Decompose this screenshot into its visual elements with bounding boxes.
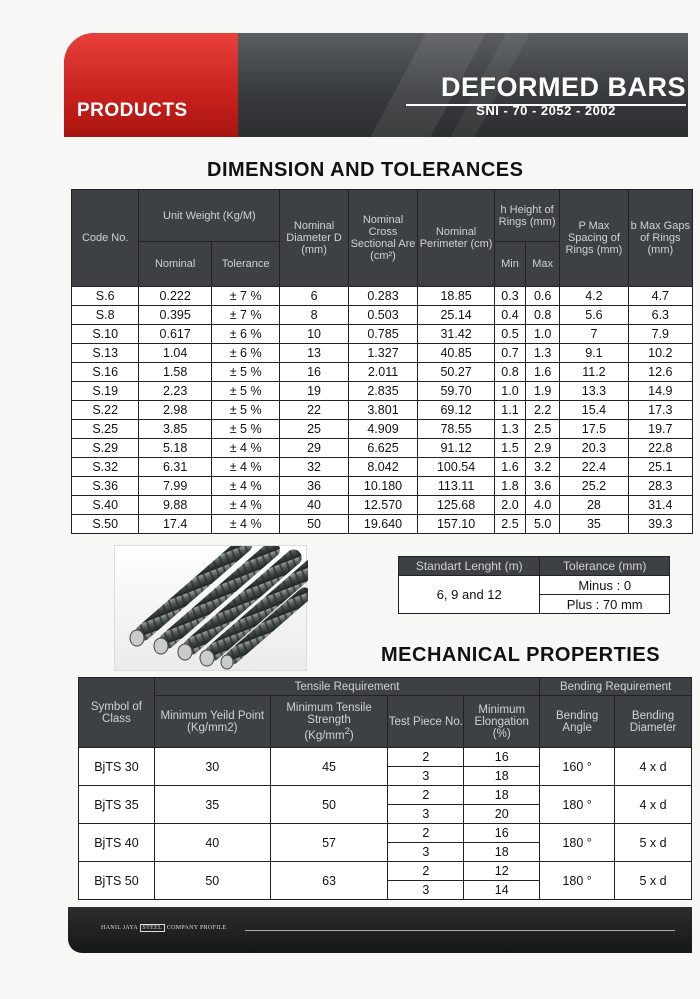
cell-ring-gaps: 19.7	[628, 420, 692, 439]
cell-weight-tolerance: ± 4 %	[211, 439, 279, 458]
header-symbol-class: Symbol of Class	[79, 678, 155, 748]
cell-bending-diameter: 5 x d	[615, 862, 692, 900]
cell-ring-height-min: 0.8	[494, 363, 525, 382]
deformed-bars-illustration	[115, 546, 308, 672]
table-row	[72, 287, 693, 306]
cell-ring-spacing: 13.3	[560, 382, 628, 401]
cell-cross-section: 19.640	[348, 515, 417, 534]
cell-test-piece: 2	[388, 748, 464, 767]
cell-diameter: 25	[280, 420, 348, 439]
cell-nominal-weight: 9.88	[139, 496, 212, 515]
cell-ring-height-min: 1.0	[494, 382, 525, 401]
cell-bending-angle: 160 °	[540, 748, 615, 786]
cell-weight-tolerance: ± 6 %	[211, 344, 279, 363]
cell-tensile-strength: 50	[270, 786, 388, 824]
cell-ring-spacing: 5.6	[560, 306, 628, 325]
cell-elongation: 12	[464, 862, 540, 881]
cell-ring-height-min: 0.7	[494, 344, 525, 363]
mechanical-table-body	[79, 748, 692, 900]
cell-nominal-weight: 2.23	[139, 382, 212, 401]
cell-nominal-weight: 0.395	[139, 306, 212, 325]
cell-diameter: 36	[280, 477, 348, 496]
cell-elongation: 18	[464, 767, 540, 786]
cell-elongation: 20	[464, 805, 540, 824]
cell-ring-height-max: 2.2	[526, 401, 560, 420]
cell-nominal-weight: 0.222	[139, 287, 212, 306]
cell-ring-spacing: 4.2	[560, 287, 628, 306]
cell-ring-height-max: 1.0	[526, 325, 560, 344]
cell-perimeter: 31.42	[418, 325, 495, 344]
tensile-strength-unit-sup: 2	[344, 725, 350, 737]
cell-cross-section: 2.011	[348, 363, 417, 382]
cell-perimeter: 50.27	[418, 363, 495, 382]
cell-bending-diameter: 5 x d	[615, 824, 692, 862]
table-row	[72, 458, 693, 477]
cell-elongation: 18	[464, 786, 540, 805]
cell-code: S.50	[72, 515, 139, 534]
cell-nominal-weight: 0.617	[139, 325, 212, 344]
cell-code: S.32	[72, 458, 139, 477]
cell-diameter: 22	[280, 401, 348, 420]
dimension-table	[71, 189, 693, 534]
table-row	[72, 306, 693, 325]
cell-ring-gaps: 31.4	[628, 496, 692, 515]
cell-ring-gaps: 12.6	[628, 363, 692, 382]
dimension-table-body	[72, 287, 693, 534]
header-tensile-requirement: Tensile Requirement	[154, 678, 539, 696]
cell-code: S.36	[72, 477, 139, 496]
cell-diameter: 19	[280, 382, 348, 401]
cell-elongation: 16	[464, 748, 540, 767]
cell-perimeter: 113.11	[418, 477, 495, 496]
cell-nominal-weight: 3.85	[139, 420, 212, 439]
footer-divider	[245, 930, 675, 931]
cell-weight-tolerance: ± 4 %	[211, 477, 279, 496]
tensile-strength-unit-close: )	[349, 729, 354, 742]
cell-perimeter: 25.14	[418, 306, 495, 325]
mechanical-heading: MECHANICAL PROPERTIES	[381, 644, 661, 666]
cell-code: S.10	[72, 325, 139, 344]
table-row	[79, 824, 692, 843]
cell-ring-height-min: 1.1	[494, 401, 525, 420]
cell-weight-tolerance: ± 7 %	[211, 287, 279, 306]
cell-nominal-weight: 2.98	[139, 401, 212, 420]
tolerance-minus: Minus : 0	[540, 576, 670, 595]
cell-perimeter: 125.68	[418, 496, 495, 515]
cell-diameter: 50	[280, 515, 348, 534]
cell-test-piece: 3	[388, 767, 464, 786]
cell-test-piece: 2	[388, 786, 464, 805]
cell-weight-tolerance: ± 4 %	[211, 458, 279, 477]
header-bending-requirement: Bending Requirement	[540, 678, 692, 696]
cell-ring-gaps: 14.9	[628, 382, 692, 401]
table-row	[72, 363, 693, 382]
cell-weight-tolerance: ± 5 %	[211, 363, 279, 382]
cell-ring-height-max: 1.3	[526, 344, 560, 363]
cell-code: S.40	[72, 496, 139, 515]
header-ring-spacing: P Max Spacing of Rings (mm)	[560, 190, 628, 287]
cell-weight-tolerance: ± 5 %	[211, 420, 279, 439]
footer-company-suffix: COMPANY PROFILE	[166, 925, 227, 931]
cell-ring-height-min: 1.8	[494, 477, 525, 496]
header-max: Max	[526, 242, 560, 287]
table-row	[72, 477, 693, 496]
cell-ring-height-min: 0.5	[494, 325, 525, 344]
cell-ring-spacing: 9.1	[560, 344, 628, 363]
cell-ring-height-max: 1.9	[526, 382, 560, 401]
header-bending-angle: Bending Angle	[540, 696, 615, 748]
cell-ring-gaps: 28.3	[628, 477, 692, 496]
table-row	[72, 496, 693, 515]
cell-test-piece: 3	[388, 805, 464, 824]
cell-test-piece: 2	[388, 862, 464, 881]
cell-ring-gaps: 39.3	[628, 515, 692, 534]
cell-perimeter: 100.54	[418, 458, 495, 477]
cell-yield-point: 35	[154, 786, 270, 824]
cell-ring-spacing: 35	[560, 515, 628, 534]
cell-code: S.16	[72, 363, 139, 382]
header-tensile-strength	[270, 696, 388, 748]
header-cross-section: Nominal Cross Sectional Are (cm²)	[348, 190, 417, 287]
header-bending-diameter: Bending Diameter	[615, 696, 692, 748]
cell-elongation: 14	[464, 881, 540, 900]
cell-perimeter: 18.85	[418, 287, 495, 306]
header-ring-gaps: b Max Gaps of Rings (mm)	[628, 190, 692, 287]
header-perimeter: Nominal Perimeter (cm)	[418, 190, 495, 287]
cell-ring-gaps: 4.7	[628, 287, 692, 306]
cell-perimeter: 69.12	[418, 401, 495, 420]
cell-cross-section: 1.327	[348, 344, 417, 363]
cell-cross-section: 8.042	[348, 458, 417, 477]
cell-ring-height-min: 1.5	[494, 439, 525, 458]
header-min: Min	[494, 242, 525, 287]
cell-diameter: 32	[280, 458, 348, 477]
cell-bending-diameter: 4 x d	[615, 786, 692, 824]
table-row	[79, 862, 692, 881]
table-row	[72, 401, 693, 420]
cell-ring-spacing: 25.2	[560, 477, 628, 496]
cell-ring-gaps: 25.1	[628, 458, 692, 477]
header-test-piece: Test Piece No.	[388, 696, 464, 748]
cell-bending-diameter: 4 x d	[615, 748, 692, 786]
table-row	[72, 325, 693, 344]
cell-test-piece: 2	[388, 824, 464, 843]
cell-ring-spacing: 15.4	[560, 401, 628, 420]
cell-symbol-class: BjTS 50	[79, 862, 155, 900]
cell-ring-height-max: 1.6	[526, 363, 560, 382]
page-title: DEFORMED BARS	[440, 72, 686, 102]
steel-bars-photo	[114, 545, 307, 671]
cell-nominal-weight: 7.99	[139, 477, 212, 496]
cell-cross-section: 10.180	[348, 477, 417, 496]
cell-ring-height-min: 2.0	[494, 496, 525, 515]
header-code: Code No.	[72, 190, 139, 287]
cell-code: S.13	[72, 344, 139, 363]
cell-cross-section: 12.570	[348, 496, 417, 515]
products-label: PRODUCTS	[77, 100, 188, 121]
cell-diameter: 8	[280, 306, 348, 325]
cell-ring-height-min: 2.5	[494, 515, 525, 534]
footer-company-profile	[101, 925, 226, 931]
header-standard-length: Standart Lenght (m)	[399, 557, 540, 576]
cell-ring-height-min: 1.6	[494, 458, 525, 477]
cell-ring-height-max: 3.6	[526, 477, 560, 496]
cell-bending-angle: 180 °	[540, 824, 615, 862]
header-diameter: Nominal Diameter D (mm)	[280, 190, 348, 287]
cell-weight-tolerance: ± 6 %	[211, 325, 279, 344]
cell-diameter: 29	[280, 439, 348, 458]
mechanical-table	[78, 677, 692, 900]
footer-company-boxed: STEEL	[140, 924, 166, 932]
cell-perimeter: 78.55	[418, 420, 495, 439]
table-row	[72, 515, 693, 534]
cell-cross-section: 4.909	[348, 420, 417, 439]
cell-diameter: 40	[280, 496, 348, 515]
header-length-tolerance: Tolerance (mm)	[540, 557, 670, 576]
cell-ring-gaps: 10.2	[628, 344, 692, 363]
cell-symbol-class: BjTS 30	[79, 748, 155, 786]
table-row	[72, 420, 693, 439]
tolerance-plus: Plus : 70 mm	[540, 595, 670, 614]
cell-tensile-strength: 63	[270, 862, 388, 900]
cell-weight-tolerance: ± 5 %	[211, 401, 279, 420]
cell-cross-section: 0.785	[348, 325, 417, 344]
cell-diameter: 16	[280, 363, 348, 382]
tensile-strength-label: Minimum Tensile Strength	[286, 701, 372, 726]
cell-cross-section: 6.625	[348, 439, 417, 458]
cell-perimeter: 157.10	[418, 515, 495, 534]
cell-ring-height-max: 3.2	[526, 458, 560, 477]
table-row	[72, 382, 693, 401]
cell-yield-point: 40	[154, 824, 270, 862]
cell-ring-gaps: 6.3	[628, 306, 692, 325]
cell-code: S.22	[72, 401, 139, 420]
cell-nominal-weight: 17.4	[139, 515, 212, 534]
cell-perimeter: 40.85	[418, 344, 495, 363]
cell-ring-height-min: 1.3	[494, 420, 525, 439]
cell-ring-height-max: 2.9	[526, 439, 560, 458]
header-unit-weight: Unit Weight (Kg/M)	[139, 190, 280, 242]
cell-yield-point: 50	[154, 862, 270, 900]
cell-code: S.6	[72, 287, 139, 306]
cell-ring-height-min: 0.3	[494, 287, 525, 306]
cell-ring-height-max: 0.8	[526, 306, 560, 325]
header-tolerance: Tolerance	[211, 242, 279, 287]
cell-ring-height-max: 5.0	[526, 515, 560, 534]
table-row	[72, 344, 693, 363]
standard-length-table	[398, 556, 670, 614]
cell-nominal-weight: 1.04	[139, 344, 212, 363]
standard-lengths-value: 6, 9 and 12	[399, 576, 540, 614]
cell-ring-spacing: 7	[560, 325, 628, 344]
cell-test-piece: 3	[388, 843, 464, 862]
cell-ring-gaps: 17.3	[628, 401, 692, 420]
header-elongation: Minimum Elongation (%)	[464, 696, 540, 748]
cell-ring-gaps: 7.9	[628, 325, 692, 344]
tensile-strength-unit: (Kg/mm	[304, 729, 345, 742]
dimension-heading: DIMENSION AND TOLERANCES	[207, 159, 524, 181]
cell-test-piece: 3	[388, 881, 464, 900]
cell-symbol-class: BjTS 40	[79, 824, 155, 862]
cell-ring-spacing: 20.3	[560, 439, 628, 458]
cell-elongation: 16	[464, 824, 540, 843]
cell-tensile-strength: 45	[270, 748, 388, 786]
cell-code: S.19	[72, 382, 139, 401]
cell-weight-tolerance: ± 4 %	[211, 515, 279, 534]
header-ring-height: h Height of Rings (mm)	[494, 190, 559, 242]
cell-diameter: 6	[280, 287, 348, 306]
cell-nominal-weight: 6.31	[139, 458, 212, 477]
cell-ring-spacing: 28	[560, 496, 628, 515]
cell-ring-spacing: 22.4	[560, 458, 628, 477]
cell-cross-section: 3.801	[348, 401, 417, 420]
header-nominal: Nominal	[139, 242, 212, 287]
cell-ring-height-min: 0.4	[494, 306, 525, 325]
cell-ring-height-max: 2.5	[526, 420, 560, 439]
header-yield-point: Minimum Yeild Point (Kg/mm2)	[154, 696, 270, 748]
cell-symbol-class: BjTS 35	[79, 786, 155, 824]
cell-diameter: 13	[280, 344, 348, 363]
cell-bending-angle: 180 °	[540, 786, 615, 824]
cell-weight-tolerance: ± 4 %	[211, 496, 279, 515]
footer-company-prefix: HANIL JAYA	[101, 925, 138, 931]
cell-yield-point: 30	[154, 748, 270, 786]
cell-cross-section: 0.283	[348, 287, 417, 306]
cell-tensile-strength: 57	[270, 824, 388, 862]
cell-ring-height-max: 4.0	[526, 496, 560, 515]
cell-ring-spacing: 11.2	[560, 363, 628, 382]
cell-weight-tolerance: ± 7 %	[211, 306, 279, 325]
cell-cross-section: 2.835	[348, 382, 417, 401]
cell-elongation: 18	[464, 843, 540, 862]
cell-ring-gaps: 22.8	[628, 439, 692, 458]
cell-code: S.25	[72, 420, 139, 439]
cell-code: S.8	[72, 306, 139, 325]
cell-diameter: 10	[280, 325, 348, 344]
cell-ring-spacing: 17.5	[560, 420, 628, 439]
standard-code: SNI - 70 - 2052 - 2002	[476, 103, 616, 118]
cell-code: S.29	[72, 439, 139, 458]
table-row	[79, 786, 692, 805]
cell-ring-height-max: 0.6	[526, 287, 560, 306]
table-row	[72, 439, 693, 458]
cell-cross-section: 0.503	[348, 306, 417, 325]
cell-nominal-weight: 5.18	[139, 439, 212, 458]
cell-perimeter: 91.12	[418, 439, 495, 458]
cell-weight-tolerance: ± 5 %	[211, 382, 279, 401]
cell-nominal-weight: 1.58	[139, 363, 212, 382]
table-row	[79, 748, 692, 767]
cell-perimeter: 59.70	[418, 382, 495, 401]
cell-bending-angle: 180 °	[540, 862, 615, 900]
